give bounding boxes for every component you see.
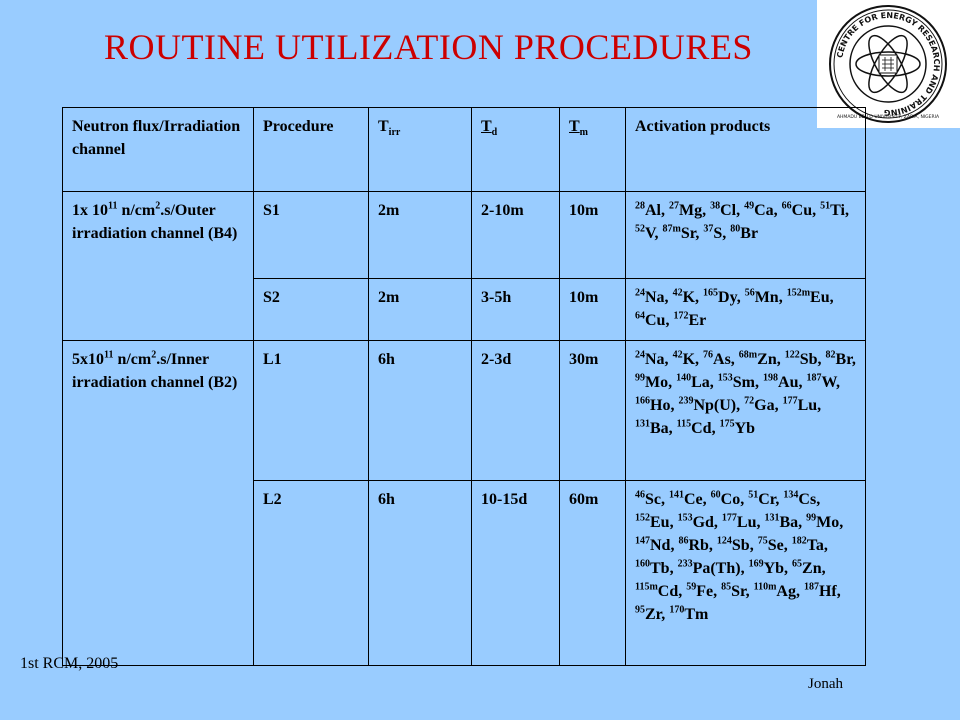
isotope: $^{95}$Zr, [635,604,670,623]
header-products: Activation products [626,108,866,192]
isotope: $^{76}$As, [703,349,739,368]
isotope: $^{239}$Np(U), [678,395,745,414]
tirr-cell: 2m [369,279,472,341]
isotope: $^{86}$Rb, [678,535,717,554]
td-cell: 2-10m [472,192,560,279]
table-header-row [63,108,866,192]
isotope: $^{160}$Tb, [635,558,678,577]
header-procedure: Procedure [254,108,369,192]
isotope: $^{24}$Na, [635,287,673,306]
isotope: $^{56}$Mn, [744,287,787,306]
isotope: $^{59}$Fe, [686,581,722,600]
isotope: $^{27}$Mg, [669,200,711,219]
isotope: $^{46}$Sc, [635,489,669,508]
isotope: $^{42}$K, [672,287,704,306]
isotope: $^{166}$Ho, [635,395,679,414]
td-cell: 3-5h [472,279,560,341]
isotope: $^{172}$Er [673,310,707,329]
isotope: $^{75}$Se, [757,535,792,554]
isotope: $^{152}$Eu, [635,512,678,531]
products-cell [626,341,866,481]
isotope: $^{153}$Gd, [677,512,722,531]
isotope: $^{87m}$Sr, [662,223,704,242]
isotope: $^{140}$La, [676,372,718,391]
tm-cell: 30m [560,341,626,481]
isotope: $^{131}$Ba, [635,418,677,437]
procedure-cell: L2 [254,481,369,666]
td-cell: 2-3d [472,341,560,481]
isotope: $^{60}$Co, [710,489,749,508]
isotope: $^{66}$Cu, [781,200,821,219]
isotope: $^{65}$Zn, [792,558,826,577]
tirr-cell: 6h [369,341,472,481]
isotope: $^{37}$S, [703,223,731,242]
isotope: $^{122}$Sb, [784,349,826,368]
isotope: $^{187}$Hf, [803,581,841,600]
products-cell [626,279,866,341]
procedure-cell: S2 [254,279,369,341]
isotope: $^{233}$Pa(Th), [677,558,749,577]
isotope: $^{49}$Ca, [744,200,782,219]
isotope: $^{82}$Br, [825,349,856,368]
isotope: $^{99}$Mo, [635,372,677,391]
isotope: $^{51}$Cr, [748,489,784,508]
isotope: $^{170}$Tm [669,604,709,623]
isotope: $^{80}$Br [730,223,759,242]
isotope: $^{182}$Ta, [791,535,828,554]
isotope: $^{177}$Lu, [721,512,765,531]
products-cell [626,481,866,666]
isotope: $^{141}$Ce, [669,489,711,508]
isotope: $^{169}$Yb, [748,558,793,577]
tm-cell: 10m [560,192,626,279]
isotope: $^{198}$Au, [763,372,807,391]
isotope: $^{175}$Yb [719,418,756,437]
isotope: $^{152m}$Eu, [786,287,834,306]
tm-cell: 60m [560,481,626,666]
isotope: $^{24}$Na, [635,349,673,368]
flux-cell: $5x10^{11}$ $n/cm^2.s$/Inner irradiation channel (B2) [63,341,254,666]
isotope: $^{99}$Mo, [806,512,844,531]
isotope: $^{110m}$Ag, [753,581,804,600]
isotope: $^{85}$Sr, [721,581,754,600]
isotope: $^{131}$Ba, [764,512,807,531]
isotope: $^{42}$K, [672,349,704,368]
procedure-cell: S1 [254,192,369,279]
table-row [63,341,866,481]
header-tirr: $T_{irr}$ [369,108,472,192]
header-td: $T_d$ [472,108,560,192]
procedure-cell: L1 [254,341,369,481]
isotope: $^{51}$Ti, [820,200,849,219]
header-tm: $T_m$ [560,108,626,192]
logo-ring-text: CENTRE FOR ENERGY RESEARCH AND TRAINING [835,10,942,118]
footer-meeting: 1st RCM, 2005 [20,655,119,672]
isotope: $^{115}$Cd, [676,418,720,437]
isotope: $^{115m}$Cd, [635,581,687,600]
isotope: $^{147}$Nd, [635,535,679,554]
tirr-cell: 6h [369,481,472,666]
isotope: $^{52}$V, [635,223,663,242]
isotope: $^{177}$Lu, [782,395,822,414]
header-flux: Neutron flux/Irradiation channel [63,108,254,192]
footer-author: Jonah [808,676,843,692]
isotope: $^{38}$Cl, [710,200,745,219]
isotope: $^{187}$W, [806,372,840,391]
isotope: $^{134}$Cs, [783,489,821,508]
td-cell: 10-15d [472,481,560,666]
tirr-cell: 2m [369,192,472,279]
isotope: $^{28}$Al, [635,200,669,219]
isotope: $^{153}$Sm, [717,372,764,391]
tm-cell: 10m [560,279,626,341]
flux-cell: 1x $10^{11}$ $n/cm^2.s$/Outer irradiation channel (B4) [63,192,254,341]
isotope: $^{72}$Ga, [744,395,783,414]
isotope: $^{64}$Cu, [635,310,674,329]
logo-bottom-text: AHMADU BELLO UNIVERSITY, ZARIA, NIGERIA [836,115,940,120]
isotope: $^{124}$Sb, [716,535,758,554]
table-row [63,192,866,279]
isotope: $^{165}$Dy, [703,287,745,306]
products-cell [626,192,866,279]
procedures-table [62,107,866,666]
isotope: $^{68m}$Zn, [738,349,785,368]
slide-title: ROUTINE UTILIZATION PROCEDURES [104,27,753,67]
